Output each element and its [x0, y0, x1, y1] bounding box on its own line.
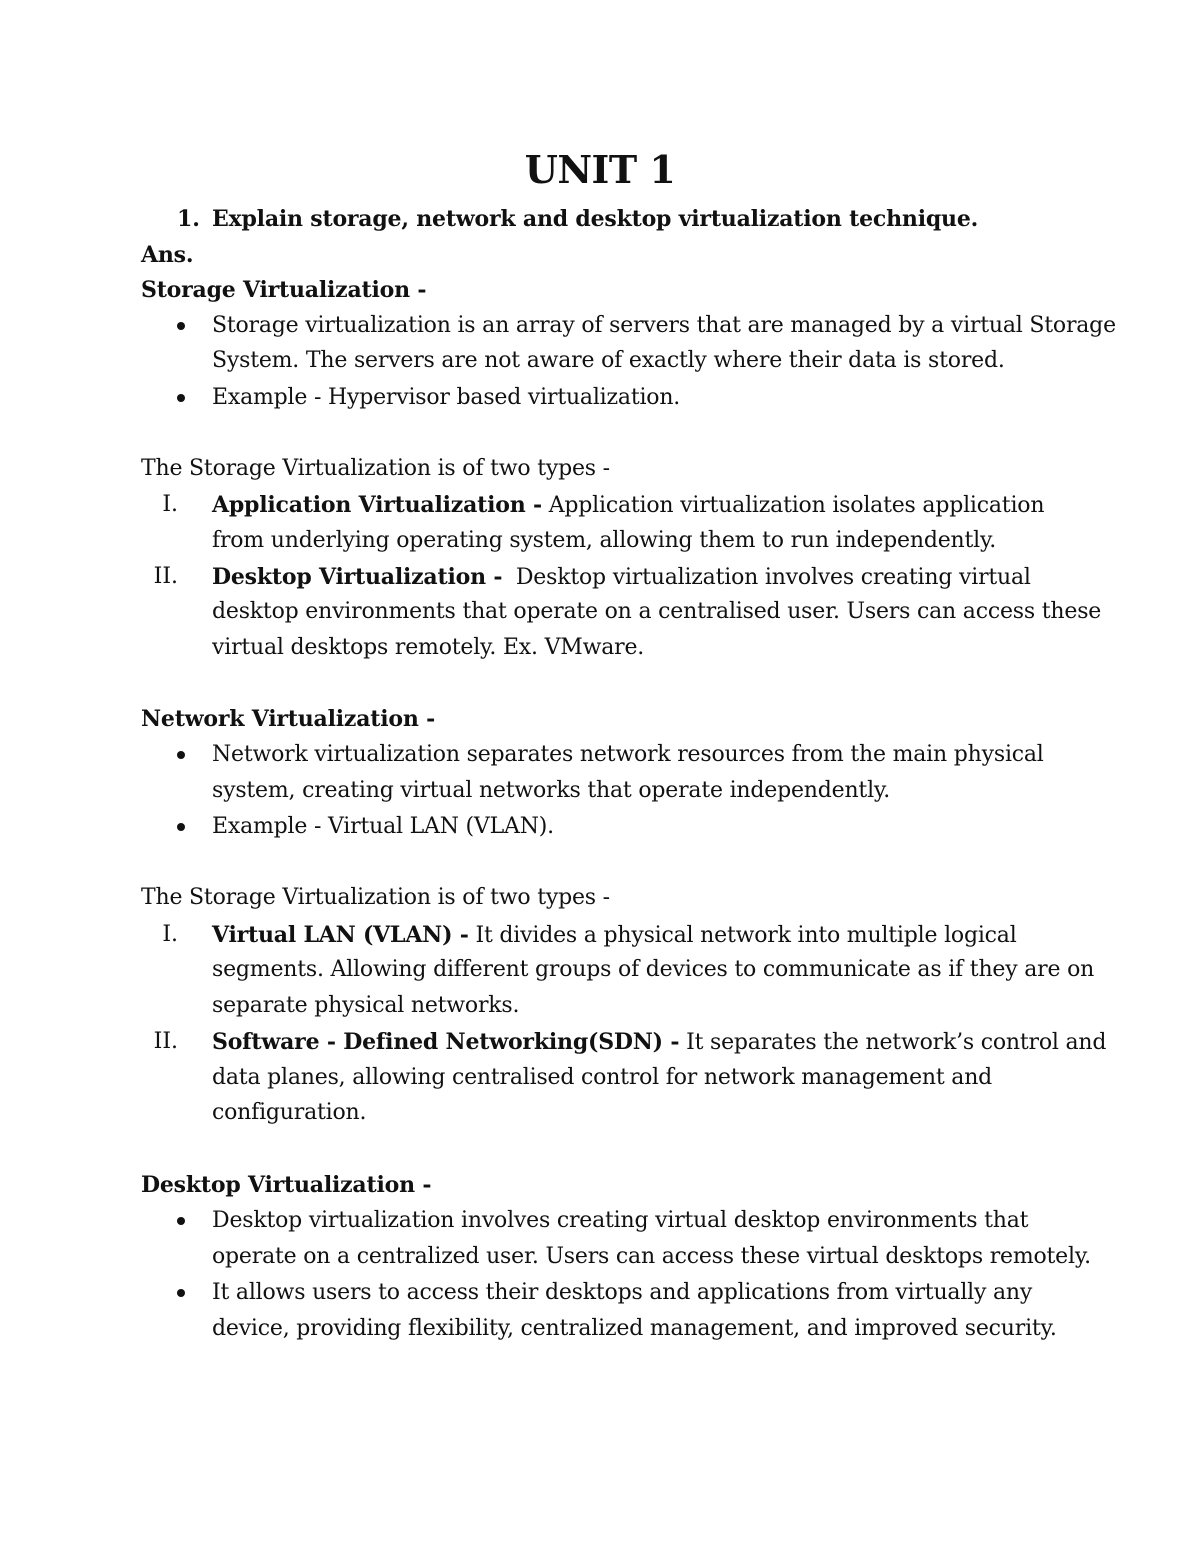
question-text: Explain storage, network and desktop virtualization technique.	[212, 206, 979, 232]
storage-type-1-line-1	[212, 490, 1044, 521]
desktop-bullet-1-line-1: Desktop virtualization involves creating virtual desktop environments that	[212, 1208, 1029, 1233]
bullet-icon	[177, 823, 185, 831]
roman-numeral: I.	[162, 922, 178, 947]
storage-bullet-1-line-1: Storage virtualization is an array of servers that are managed by a virtual Storage	[212, 313, 1116, 338]
network-bullet-1-line-2: system, creating virtual networks that operate independently.	[212, 778, 891, 803]
roman-numeral: II.	[153, 1029, 178, 1054]
bullet-icon	[177, 1289, 185, 1297]
type-term: Virtual LAN (VLAN) -	[212, 922, 469, 948]
network-type-1-line-2: segments. Allowing different groups of devices to communicate as if they are on	[212, 957, 1095, 982]
network-type-2-line-1	[212, 1027, 1106, 1058]
type-term: Desktop Virtualization -	[212, 564, 503, 590]
network-bullet-1-line-1: Network virtualization separates network resources from the main physical	[212, 742, 1044, 767]
page-title: UNIT 1	[524, 147, 676, 192]
question-number: 1.	[177, 206, 200, 232]
type-description: Application virtualization isolates application	[541, 493, 1045, 518]
type-term: Application Virtualization -	[212, 492, 542, 518]
desktop-bullet-2-line-2: device, providing flexibility, centralized management, and improved security.	[212, 1316, 1057, 1341]
storage-type-2-line-3: virtual desktops remotely. Ex. VMware.	[212, 635, 645, 660]
storage-bullet-1-line-2: System. The servers are not aware of exactly where their data is stored.	[212, 348, 1005, 373]
network-type-1-line-3: separate physical networks.	[212, 993, 520, 1018]
network-type-2-line-3: configuration.	[212, 1100, 367, 1125]
answer-label: Ans.	[141, 242, 194, 268]
section-heading-storage: Storage Virtualization -	[141, 277, 427, 303]
desktop-bullet-2-line-1: It allows users to access their desktops and applications from virtually any	[212, 1280, 1033, 1305]
type-description: It separates the network’s control and	[679, 1030, 1107, 1055]
bullet-icon	[177, 394, 185, 402]
storage-type-2-line-1	[212, 562, 1031, 593]
network-type-1-line-1	[212, 920, 1017, 951]
storage-type-1-line-2: from underlying operating system, allowing them to run independently.	[212, 528, 997, 553]
desktop-bullet-1-line-2: operate on a centralized user. Users can access these virtual desktops remotely.	[212, 1244, 1091, 1269]
section-heading-desktop: Desktop Virtualization -	[141, 1172, 432, 1198]
type-description: Desktop virtualization involves creating virtual	[502, 565, 1031, 590]
storage-types-intro: The Storage Virtualization is of two types -	[141, 456, 610, 481]
type-description: It divides a physical network into multiple logical	[468, 923, 1017, 948]
storage-bullet-2-line-1: Example - Hypervisor based virtualization.	[212, 385, 681, 410]
bullet-icon	[177, 1217, 185, 1225]
network-types-intro: The Storage Virtualization is of two types -	[141, 885, 610, 910]
type-term: Software - Defined Networking(SDN) -	[212, 1029, 680, 1055]
network-type-2-line-2: data planes, allowing centralised control for network management and	[212, 1065, 993, 1090]
storage-type-2-line-2: desktop environments that operate on a centralised user. Users can access these	[212, 599, 1102, 624]
bullet-icon	[177, 322, 185, 330]
network-bullet-2-line-1: Example - Virtual LAN (VLAN).	[212, 814, 554, 839]
roman-numeral: II.	[153, 564, 178, 589]
roman-numeral: I.	[162, 492, 178, 517]
section-heading-network: Network Virtualization -	[141, 706, 436, 732]
bullet-icon	[177, 751, 185, 759]
